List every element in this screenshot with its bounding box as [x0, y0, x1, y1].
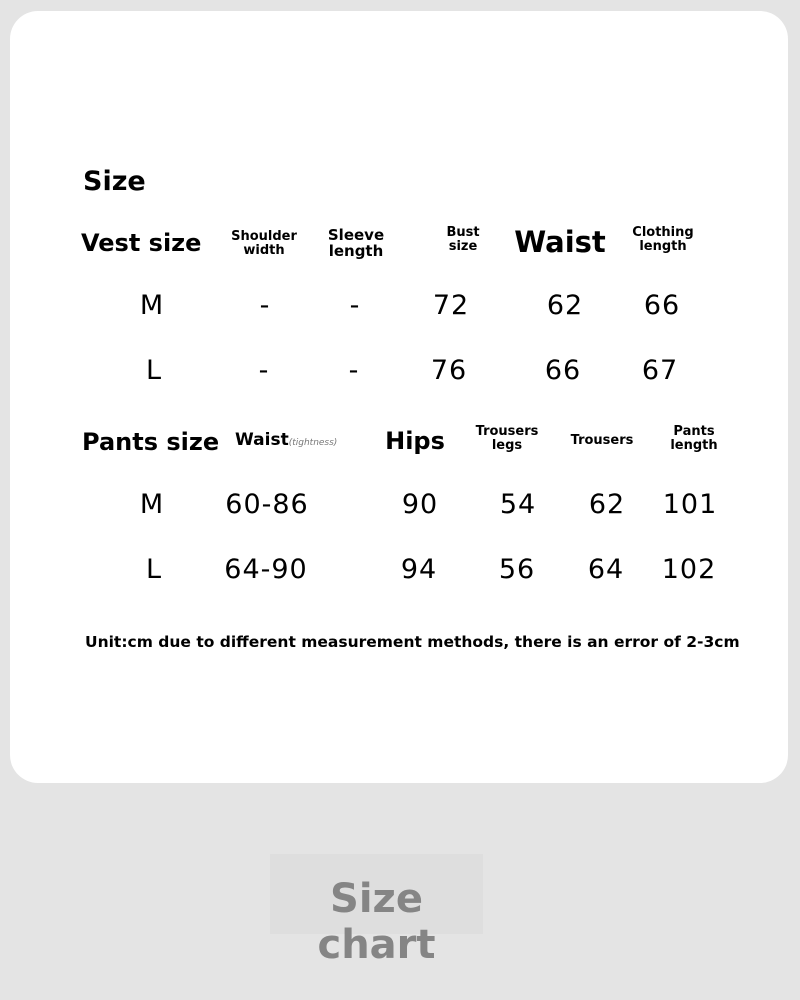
header-bust-size: Bust size — [446, 225, 480, 254]
vest-cell: 62 — [546, 290, 584, 321]
header-shoulder-width: Shoulder width — [231, 229, 297, 258]
pants-cell: L — [145, 554, 163, 585]
vest-size-label: Vest size — [81, 229, 202, 257]
vest-cell: - — [349, 290, 361, 321]
pants-cell: 64-90 — [224, 554, 308, 585]
header-trousers: Trousers — [570, 433, 634, 448]
pants-cell: 54 — [499, 489, 537, 520]
header-pants-length: Pants length — [670, 424, 718, 453]
pants-cell: 101 — [662, 489, 718, 520]
pants-cell: 90 — [401, 489, 439, 520]
header-waist: Waist — [514, 225, 606, 259]
vest-cell: M — [139, 290, 165, 321]
pants-cell: 62 — [588, 489, 626, 520]
vest-cell: 67 — [641, 355, 679, 386]
pants-size-label: Pants size — [82, 428, 220, 456]
header-hips: Hips — [385, 427, 445, 455]
pants-cell: 94 — [400, 554, 438, 585]
pants-cell: 64 — [587, 554, 625, 585]
header-pants-waist: Waist(tightness) — [235, 430, 338, 450]
page-title: Size — [83, 166, 146, 197]
banner-title: Size chart — [317, 876, 436, 968]
pants-cell: 56 — [498, 554, 536, 585]
vest-cell: L — [145, 355, 163, 386]
header-sleeve-length: Sleeve length — [327, 226, 385, 260]
vest-cell: 66 — [544, 355, 582, 386]
vest-cell: - — [259, 290, 271, 321]
size-chart-card — [10, 11, 788, 783]
pants-cell: 102 — [661, 554, 717, 585]
vest-cell: 76 — [430, 355, 468, 386]
pants-cell: 60-86 — [225, 489, 309, 520]
tightness-note: (tightness) — [288, 438, 338, 448]
vest-cell: - — [258, 355, 270, 386]
header-trousers-legs: Trousers legs — [475, 424, 539, 453]
vest-cell: 72 — [432, 290, 470, 321]
measurement-note: Unit:cm due to different measurement methods, there is an error of 2-3cm — [85, 633, 740, 651]
pants-cell: M — [139, 489, 165, 520]
size-chart-banner — [270, 854, 483, 968]
header-clothing-length: Clothing length — [632, 225, 694, 254]
vest-cell: - — [348, 355, 360, 386]
vest-cell: 66 — [643, 290, 681, 321]
